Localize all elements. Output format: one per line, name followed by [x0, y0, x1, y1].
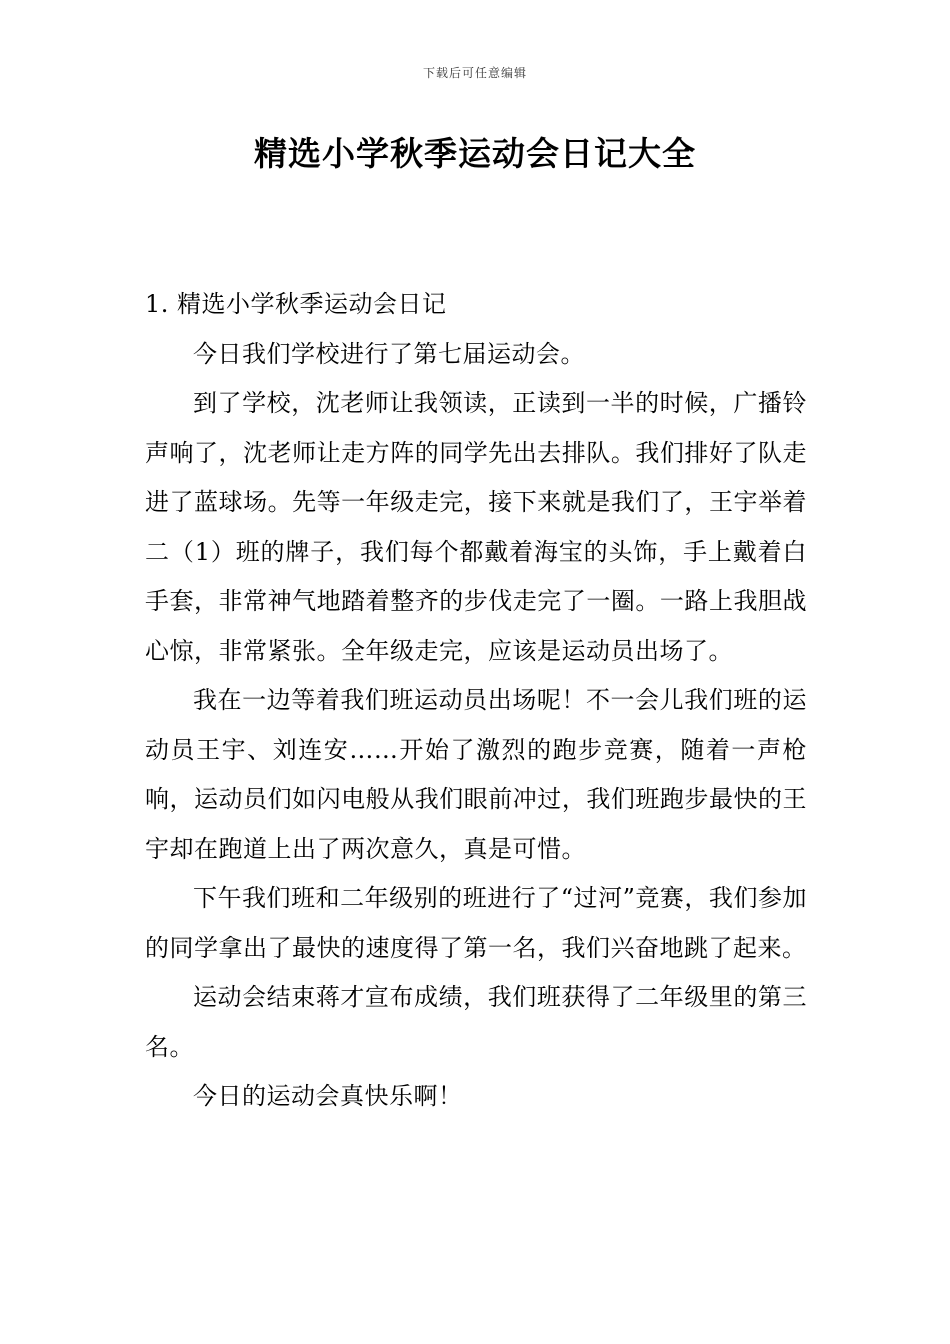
- section-heading: 1. 精选小学秋季运动会日记: [145, 290, 447, 318]
- paragraph: 下午我们班和二年级别的班进行了“过河”竞赛，我们参加的同学拿出了最快的速度得了第一名，我们兴奋地跳了起来。: [145, 884, 807, 962]
- paragraph: 我在一边等着我们班运动员出场呢！不一会儿我们班的运动员王宇、刘连安……开始了激烈的跑步竞赛，随着一声枪响，运动员们如闪电般从我们眼前冲过，我们班跑步最快的王宇却在跑道上出了两次意久，真是可惜。: [145, 686, 807, 863]
- paragraph: 运动会结束蒋才宣布成绩，我们班获得了二年级里的第三名。: [145, 983, 807, 1061]
- document-body: [145, 280, 807, 1122]
- paragraph: 到了学校，沈老师让我领读，正读到一半的时候，广播铃声响了，沈老师让走方阵的同学先出去排队。我们排好了队走进了蓝球场。先等一年级走完，接下来就是我们了，王宇举着二（1）班的牌子，我们每个都戴着海宝的头饰，手上戴着白手套，非常神气地踏着整齐的步伐走完了一圈。一路上我胆战心惊，非常紧张。全年级走完，应该是运动员出场了。: [145, 389, 807, 665]
- paragraph: 今日的运动会真快乐啊！: [193, 1082, 463, 1110]
- document-title: 精选小学秋季运动会日记大全: [254, 134, 696, 173]
- header-note: 下载后可任意编辑: [422, 66, 527, 80]
- paragraph: 今日我们学校进行了第七届运动会。: [193, 339, 585, 368]
